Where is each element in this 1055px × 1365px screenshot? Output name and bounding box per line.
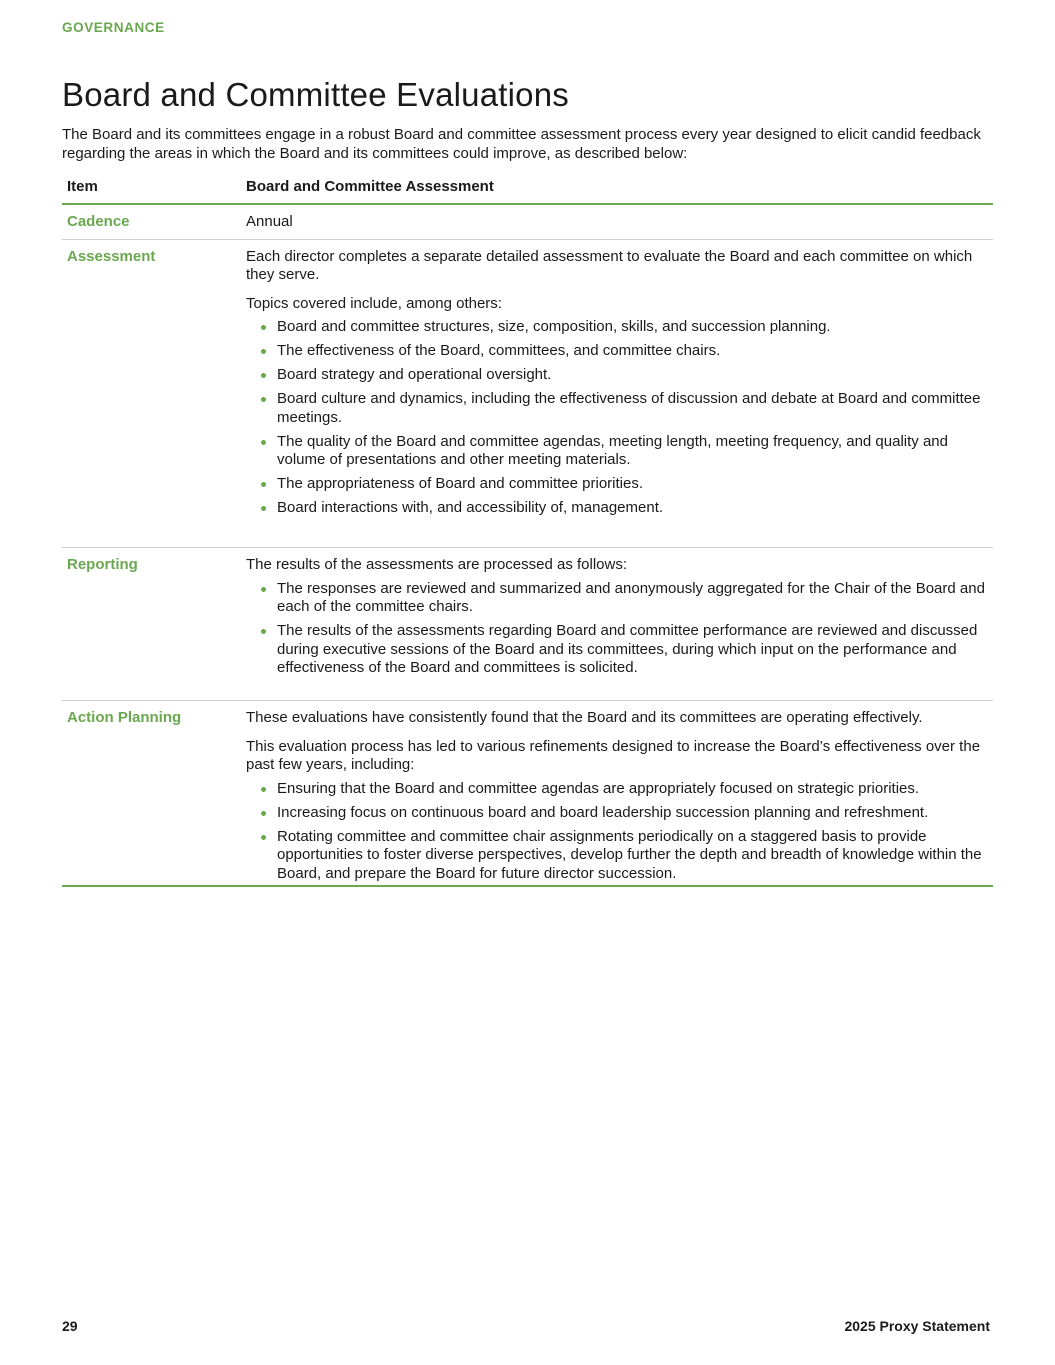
- bullet-icon: [261, 787, 266, 792]
- bullet-icon: [261, 629, 266, 634]
- bullet-icon: [261, 373, 266, 378]
- row-content-assessment: [246, 240, 993, 548]
- row-content-cadence: Annual: [246, 213, 293, 230]
- list-item-text: Increasing focus on continuous board and board leadership succession planning and refreshment.: [277, 803, 929, 821]
- list-item-text: The quality of the Board and committee agendas, meeting length, meeting frequency, and quality and volume of presentations and other meeting materials.: [277, 432, 948, 468]
- list-item: [261, 780, 993, 799]
- bullet-icon: [261, 587, 266, 592]
- list-item: [261, 499, 993, 518]
- bullet-icon: [261, 440, 266, 445]
- list-item-text: Board and committee structures, size, composition, skills, and succession planning.: [277, 318, 831, 335]
- paragraph: This evaluation process has led to various refinements designed to increase the Board’s effectiveness over the past few years, including:: [246, 737, 981, 773]
- bullet-list: [246, 580, 993, 678]
- table-row-cadence: [62, 205, 993, 240]
- paragraph: Each director completes a separate detailed assessment to evaluate the Board and each committee on which they serve.: [246, 247, 973, 283]
- bullet-icon: [261, 397, 266, 402]
- list-item: [261, 433, 993, 470]
- list-item: [261, 318, 993, 337]
- row-label-action-planning: Action Planning: [67, 709, 182, 726]
- intro-paragraph: The Board and its committees engage in a robust Board and committee assessment process every year designed to elicit candid feedback regarding the areas in which the Board and its committees could improve, as described below:: [62, 126, 981, 162]
- list-item-text: The effectiveness of the Board, committees, and committee chairs.: [277, 342, 721, 359]
- list-item: [261, 366, 993, 385]
- paragraph: These evaluations have consistently found that the Board and its committees are operating effectively.: [246, 709, 923, 726]
- list-item: [261, 580, 993, 617]
- table-header: [62, 172, 993, 205]
- row-label-assessment: Assessment: [67, 247, 156, 265]
- list-item-text: Board strategy and operational oversight.: [277, 366, 552, 383]
- bullet-icon: [261, 835, 266, 840]
- row-content-reporting: [246, 548, 993, 700]
- row-label-reporting: Reporting: [67, 556, 138, 573]
- bullet-icon: [261, 349, 266, 354]
- list-item: [261, 390, 993, 427]
- page-title: Board and Committee Evaluations: [62, 76, 569, 113]
- list-item-text: Rotating committee and committee chair assignments periodically on a staggered basis to provide opportunities to foster diverse perspectives, develop further the depth and breadth of knowledge within the Board, and prepare the Board for future director succession.: [277, 827, 982, 882]
- list-item-text: The results of the assessments regarding Board and committee performance are reviewed and discussed during executive sessions of the Board and its committees, during which input on the performance and effectiveness of the Board and committees is solicited.: [277, 622, 978, 676]
- column-header-assessment: Board and Committee Assessment: [246, 178, 494, 195]
- row-label-cadence: Cadence: [67, 213, 130, 230]
- row-content-action-planning: [246, 701, 993, 885]
- column-header-item: Item: [67, 178, 98, 195]
- bullet-icon: [261, 506, 266, 511]
- list-item-text: Board culture and dynamics, including the effectiveness of discussion and debate at Board and committee meetings.: [277, 390, 981, 426]
- list-item: [261, 342, 993, 361]
- paragraph: Topics covered include, among others:: [246, 294, 502, 312]
- list-item-text: The responses are reviewed and summarized and anonymously aggregated for the Chair of the Board and each of the committee chairs.: [277, 579, 985, 615]
- page-number: 29: [62, 1318, 78, 1334]
- list-item: [261, 804, 993, 823]
- bullet-list: [246, 318, 993, 518]
- bullet-icon: [261, 811, 266, 816]
- table-row-assessment: [62, 240, 993, 549]
- list-item: [261, 475, 993, 494]
- document-title: 2025 Proxy Statement: [844, 1318, 990, 1334]
- bullet-list: [246, 780, 993, 884]
- list-item-text: The appropriateness of Board and committee priorities.: [277, 475, 644, 492]
- list-item-text: Ensuring that the Board and committee agendas are appropriately focused on strategic priorities.: [277, 779, 920, 797]
- bullet-icon: [261, 482, 266, 487]
- table-row-reporting: [62, 548, 993, 701]
- list-item: [261, 828, 993, 884]
- section-label: GOVERNANCE: [62, 20, 165, 35]
- paragraph: The results of the assessments are processed as follows:: [246, 556, 628, 573]
- list-item: [261, 622, 993, 678]
- evaluation-table: [62, 172, 993, 887]
- table-row-action-planning: [62, 701, 993, 887]
- bullet-icon: [261, 325, 266, 330]
- list-item-text: Board interactions with, and accessibility of, management.: [277, 499, 664, 516]
